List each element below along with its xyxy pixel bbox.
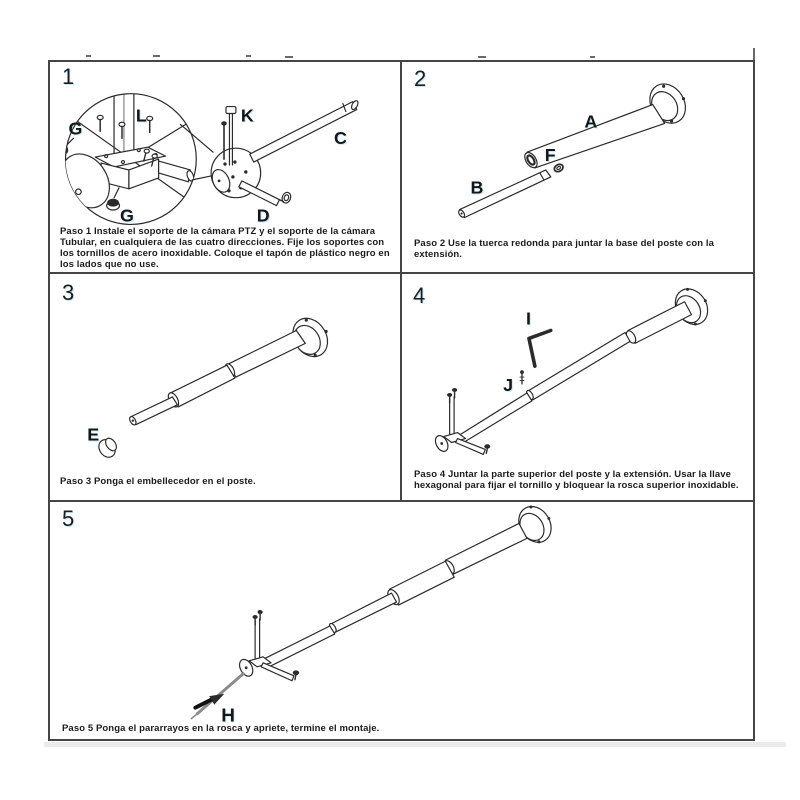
- step-5-caption: Paso 5 Ponga el pararrayos en la rosca y apriete, termine el montaje.: [62, 723, 380, 734]
- scan-artifact-tick: [153, 55, 160, 57]
- step-3-caption: Paso 3 Ponga el embellecedor en el poste.: [60, 476, 256, 487]
- part-label-d: D: [256, 205, 270, 226]
- panel-step-2: [402, 62, 753, 272]
- step-4-number: 4: [413, 283, 426, 308]
- panel-grid: [48, 60, 755, 741]
- row-1: [50, 62, 753, 274]
- panel-step-4: [402, 274, 753, 500]
- row-2: [50, 274, 753, 502]
- step-3-number: 3: [62, 280, 75, 305]
- pole-assembly: [128, 331, 305, 426]
- scan-artifact-strip: [44, 742, 786, 747]
- panel-step-1: [50, 62, 402, 272]
- part-label-j: J: [503, 374, 514, 395]
- step-5-diagram: [50, 502, 753, 739]
- step-2-number: 2: [414, 66, 427, 91]
- part-label-k: K: [240, 105, 254, 126]
- part-label-l: L: [135, 105, 147, 126]
- allen-key-i: [529, 331, 551, 367]
- part-label-f: F: [544, 145, 556, 166]
- scan-artifact-tick: [86, 55, 91, 57]
- part-label-h: H: [221, 705, 235, 727]
- scan-artifact-tick: [590, 56, 595, 58]
- step-4-diagram: [402, 274, 753, 500]
- scan-artifact-tick: [478, 56, 486, 58]
- part-label-i: I: [525, 308, 531, 329]
- part-label-g-top: G: [68, 118, 83, 139]
- part-label-b: B: [470, 177, 484, 198]
- pole-assembly: [459, 302, 692, 443]
- step-2-caption: Paso 2 Use la tuerca redonda para juntar la base del poste con la extensión.: [414, 238, 715, 260]
- step-1-number: 1: [62, 64, 75, 89]
- part-label-e: E: [87, 424, 100, 445]
- step-3-diagram: [50, 274, 400, 500]
- direction-arrow: [195, 694, 224, 708]
- step-1-caption: Paso 1 Instale el soporte de la cámara PTZ y el soporte de la cámara Tubular, en cualquiera de las cuatro direcciones. Fije los soportes con los tornillos de acero inoxidable. Coloque el tapón de plástico negro en los lados que no use.: [60, 226, 390, 270]
- scan-artifact-tick: [285, 56, 293, 58]
- part-label-g-bottom: G: [120, 205, 134, 226]
- part-label-a: A: [584, 111, 598, 132]
- panel-step-5: [50, 502, 753, 739]
- scan-artifact-tick: [246, 55, 251, 57]
- part-label-c: C: [333, 128, 347, 149]
- scan-artifact-tick: [753, 48, 755, 60]
- pole-assembly: [262, 523, 527, 667]
- row-3: [50, 502, 753, 739]
- panel-step-3: [50, 274, 402, 500]
- set-screw-j: [520, 370, 524, 384]
- step-4-caption: Paso 4 Juntar la parte superior del poste y la extensión. Usar la llave hexagonal para fijar el tornillo y bloquear la rosca superior inoxidable.: [414, 469, 739, 491]
- step-5-number: 5: [62, 506, 75, 531]
